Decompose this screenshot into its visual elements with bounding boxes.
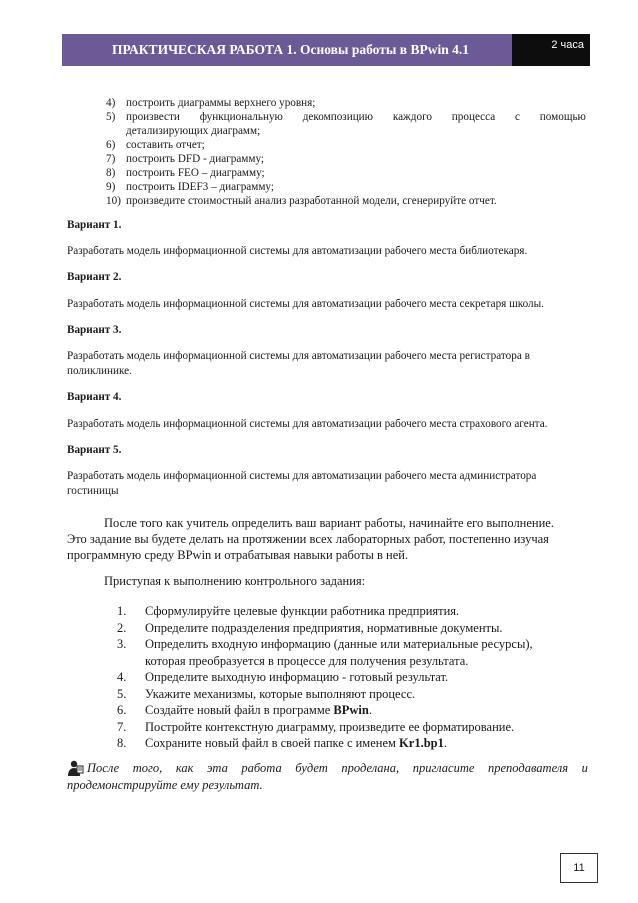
- list-item: [106, 138, 586, 152]
- list-item-justified-line: [126, 110, 586, 124]
- word: пригласите: [412, 761, 475, 775]
- intro-line-3: программную среду BPwin и отрабатывая навыки работы в ней.: [67, 548, 409, 562]
- variant-5-title: Вариант 5.: [67, 444, 122, 456]
- variant-4-title: Вариант 4.: [67, 391, 122, 403]
- variant-3-text-continuation: поликлинике.: [67, 365, 132, 377]
- list-item-text: Сохраните новый файл в своей папке с именем: [145, 736, 400, 750]
- list-item: [117, 735, 577, 752]
- page-number: 11: [573, 862, 585, 874]
- closing-line-2: продемонстрируйте ему результат.: [67, 778, 263, 792]
- list-item: [106, 180, 586, 194]
- variant-2-text: Разработать модель информационной системы для автоматизации рабочего места секретаря школы.: [67, 298, 544, 310]
- list-item: [117, 636, 577, 669]
- header-bar: [62, 34, 512, 66]
- task-intro: Приступая к выполнению контрольного задания:: [104, 574, 366, 588]
- intro-line-2: Это задание вы будете делать на протяжении всех лабораторных работ, постепенно изучая: [67, 532, 549, 546]
- list-item-continuation: которая преобразуется в процессе для получения результата.: [145, 653, 469, 668]
- word: процесса: [451, 111, 496, 123]
- list-item-number: 6.: [117, 703, 127, 717]
- list-item-number: 8): [106, 167, 116, 179]
- list-item-suffix: .: [443, 736, 447, 750]
- list-item-number: 4): [106, 97, 116, 109]
- word: работа: [241, 761, 282, 775]
- list-item-number: 6): [106, 139, 116, 151]
- variant-5-text: Разработать модель информационной системы для автоматизации рабочего места администратора: [67, 470, 537, 482]
- word: произвести: [126, 111, 180, 123]
- list-item-text: Постройте контекстную диаграмму, произведите ее форматирование.: [145, 719, 515, 734]
- word: будет: [295, 761, 328, 775]
- list-item: [117, 620, 577, 637]
- word: преподавателя: [488, 761, 569, 775]
- list-item-text: Определите выходную информацию - готовый результат.: [145, 670, 449, 684]
- word: как: [175, 761, 194, 775]
- list-item-number: 2.: [117, 620, 127, 635]
- teacher-icon: [67, 760, 85, 777]
- list-item-number: 1.: [117, 604, 127, 618]
- list-item-number: 7.: [117, 719, 127, 734]
- list-item-text: построить FEO – диаграмму;: [126, 167, 265, 179]
- variant-1-text: Разработать модель информационной системы для автоматизации рабочего места библиотекаря.: [67, 245, 528, 257]
- list-item-number: 8.: [117, 736, 127, 750]
- variant-3-text: Разработать модель информационной системы для автоматизации рабочего места регистратора в: [67, 350, 530, 362]
- word: После: [87, 761, 120, 775]
- list-item: [106, 96, 586, 110]
- variant-3-title: Вариант 3.: [67, 324, 122, 336]
- variant-5-text-continuation: гостиницы: [67, 485, 119, 497]
- list-item-text: построить DFD - диаграмму;: [126, 153, 265, 165]
- intro-line-1: После того как учитель определить ваш вариант работы, начинайте его выполнение.: [104, 516, 554, 530]
- list-item: [106, 194, 586, 208]
- list-item-text: произведите стоимостный анализ разработанной модели, сгенерируйте отчет.: [126, 195, 497, 207]
- list-item-text: построить IDEF3 – диаграмму;: [126, 181, 274, 193]
- list-item-number: 3.: [117, 637, 127, 651]
- list-item: [117, 719, 577, 736]
- closing-note: [67, 760, 588, 794]
- word: функциональную: [199, 111, 283, 123]
- word: проделана,: [341, 761, 400, 775]
- list-item: [117, 686, 577, 703]
- variant-1-title: Вариант 1.: [67, 219, 122, 231]
- list-item-number: 10): [106, 195, 121, 207]
- word: эта: [207, 761, 228, 775]
- word: с: [515, 111, 520, 123]
- program-name: BPwin: [333, 703, 369, 717]
- header-title: ПРАКТИЧЕСКАЯ РАБОТА 1. Основы работы в BPwin 4.1: [112, 42, 469, 57]
- word: помощью: [539, 111, 586, 123]
- list-item-text: Определить входную информацию (данные или материальные ресурсы),: [145, 637, 533, 651]
- list-item: [106, 110, 586, 138]
- word: и: [581, 761, 588, 775]
- list-item: [106, 166, 586, 180]
- list-item-number: 9): [106, 181, 116, 193]
- list-item-text: построить диаграммы верхнего уровня;: [126, 97, 316, 109]
- task-list: [117, 603, 577, 752]
- list-item: [117, 702, 577, 719]
- variant-4-text: Разработать модель информационной системы для автоматизации рабочего места страхового агента.: [67, 418, 548, 430]
- list-item-suffix: .: [368, 703, 372, 717]
- word: каждого: [392, 111, 432, 123]
- list-item-number: 7): [106, 153, 116, 165]
- list-item-text: составить отчет;: [126, 139, 205, 151]
- page-number-box: [560, 853, 598, 883]
- list-item-text: Определите подразделения предприятия, нормативные документы.: [145, 620, 503, 635]
- word: того,: [132, 761, 163, 775]
- list-item-number: 5): [106, 111, 116, 123]
- header-hours-label: 2 часа: [551, 39, 584, 51]
- list-item-text: Создайте новый файл в программе: [145, 703, 334, 717]
- list-item-text: Укажите механизмы, которые выполняют процесс.: [145, 686, 416, 701]
- word: декомпозицию: [302, 111, 374, 123]
- list-item-continuation: детализирующих диаграмм;: [126, 125, 261, 137]
- list-item: [106, 152, 586, 166]
- closing-first-word-group: [67, 760, 119, 777]
- variant-2-title: Вариант 2.: [67, 271, 122, 283]
- list-item-number: 5.: [117, 686, 127, 701]
- closing-line-1: [67, 760, 588, 777]
- list-item: [117, 603, 577, 620]
- header-hours-badge: [512, 34, 590, 66]
- list-item: [117, 669, 577, 686]
- steps-list: [106, 96, 586, 208]
- list-item-text: Сформулируйте целевые функции работника предприятия.: [145, 604, 460, 618]
- list-item-number: 4.: [117, 670, 127, 684]
- file-name: Kr1.bp1: [399, 736, 444, 750]
